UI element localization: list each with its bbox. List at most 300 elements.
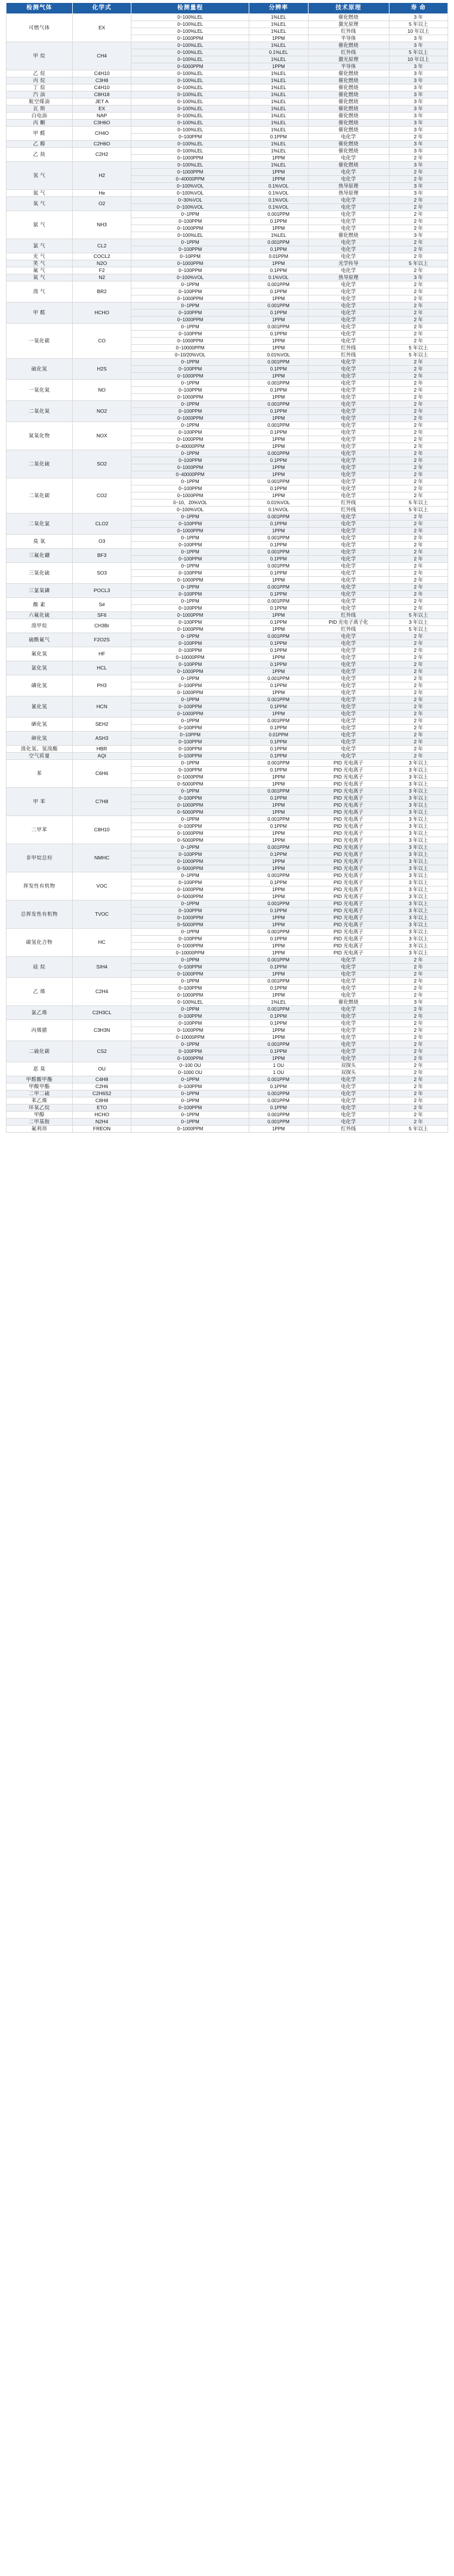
cell-gas-name: 氨 气 — [6, 211, 73, 239]
cell-resolution: 1PPM — [249, 345, 308, 352]
cell-chemical-formula: C3H3N — [72, 1020, 131, 1041]
table-row — [6, 1041, 448, 1048]
cell-lifetime: 2 年 — [389, 647, 448, 654]
cell-lifetime: 3 年 — [389, 42, 448, 49]
cell-range: 0~1000PPM — [131, 394, 249, 401]
cell-lifetime: 3 年 — [389, 91, 448, 98]
cell-chemical-formula: C2H4 — [72, 978, 131, 1006]
cell-range: 0~100PPM — [131, 521, 249, 528]
cell-resolution: 0.1PPM — [249, 879, 308, 886]
column-header-resolution: 分辨率 — [249, 3, 308, 14]
cell-range: 0~100PPM — [131, 753, 249, 760]
table-row — [6, 106, 448, 113]
cell-lifetime: 2 年 — [389, 408, 448, 415]
cell-technology: 电化学 — [308, 718, 389, 725]
cell-chemical-formula: COCL2 — [72, 253, 131, 260]
cell-chemical-formula: CS2 — [72, 1041, 131, 1062]
cell-technology: PID 光电离子 — [308, 879, 389, 886]
cell-gas-name: 乙 醇 — [6, 141, 73, 148]
cell-range: 0~100PPM — [131, 408, 249, 415]
cell-range: 0~100PPM — [131, 640, 249, 647]
cell-lifetime: 2 年 — [389, 1097, 448, 1105]
cell-lifetime: 2 年 — [389, 239, 448, 246]
cell-range: 0~100%LEL — [131, 14, 249, 21]
cell-range: 0~1PPM — [131, 303, 249, 310]
table-row — [6, 549, 448, 556]
cell-technology: 电化学 — [308, 521, 389, 528]
cell-lifetime: 3 年以上 — [389, 929, 448, 936]
cell-technology: 电化学 — [308, 570, 389, 577]
cell-resolution: 0.001PPM — [249, 303, 308, 310]
cell-chemical-formula: C8H18 — [72, 91, 131, 98]
cell-technology: 电化学 — [308, 373, 389, 380]
cell-resolution: 1%LEL — [249, 91, 308, 98]
cell-resolution: 1PPM — [249, 373, 308, 380]
cell-range: 0~1PPM — [131, 1076, 249, 1083]
cell-technology: 电化学 — [308, 753, 389, 760]
table-row — [6, 267, 448, 274]
cell-resolution: 0.001PPM — [249, 1041, 308, 1048]
cell-technology: 红外线 — [308, 507, 389, 514]
cell-chemical-formula: NOX — [72, 422, 131, 450]
cell-resolution: 0.001PPM — [249, 401, 308, 408]
cell-resolution: 1PPM — [249, 394, 308, 401]
table-row — [6, 732, 448, 739]
cell-technology: 热导原理 — [308, 274, 389, 281]
cell-technology: 电化学 — [308, 1076, 389, 1083]
cell-resolution: 0.1%VOL — [249, 274, 308, 281]
gas-detection-table — [6, 2, 448, 1133]
cell-technology: 电化学 — [308, 1119, 389, 1126]
cell-range: 0~100PPM — [131, 1013, 249, 1020]
cell-lifetime: 2 年 — [389, 492, 448, 499]
cell-range: 0~1PPM — [131, 675, 249, 682]
cell-lifetime: 3 年以上 — [389, 879, 448, 886]
cell-resolution: 0.001PPM — [249, 359, 308, 366]
cell-technology: 电化学 — [308, 422, 389, 429]
cell-resolution: 0.1PPM — [249, 408, 308, 415]
cell-range: 0~100PPM — [131, 485, 249, 492]
cell-chemical-formula: ASH3 — [72, 732, 131, 746]
cell-range: 0~1PPM — [131, 718, 249, 725]
cell-technology: 电化学 — [308, 633, 389, 640]
cell-range: 0~1000PPM — [131, 225, 249, 232]
table-row — [6, 929, 448, 936]
gas-sensor-spec-page — [0, 2, 454, 1133]
cell-lifetime: 2 年 — [389, 514, 448, 521]
cell-chemical-formula: POCL3 — [72, 584, 131, 598]
cell-resolution: 1PPM — [249, 971, 308, 978]
cell-range: 0~1000PPM — [131, 436, 249, 443]
cell-chemical-formula: CO2 — [72, 478, 131, 514]
cell-technology: 激光原理 — [308, 21, 389, 28]
cell-gas-name: 乙 烯 — [6, 978, 73, 1006]
cell-resolution: 1PPM — [249, 1034, 308, 1041]
cell-chemical-formula: TVOC — [72, 900, 131, 929]
cell-resolution: 1PPM — [249, 711, 308, 718]
cell-range: 0~100PPM — [131, 1105, 249, 1112]
cell-resolution: 0.1PPM — [249, 725, 308, 732]
cell-range: 0~100PPM — [131, 542, 249, 549]
cell-lifetime: 2 年 — [389, 1048, 448, 1055]
cell-range: 0~100%LEL — [131, 91, 249, 98]
table-row — [6, 1105, 448, 1112]
cell-technology: 电化学 — [308, 471, 389, 478]
cell-range: 0~100PPM — [131, 661, 249, 668]
cell-resolution: 0.1PPM — [249, 739, 308, 746]
cell-range: 0~100PPM — [131, 725, 249, 732]
cell-range: 0~5000PPM — [131, 809, 249, 816]
cell-lifetime: 5 年以上 — [389, 260, 448, 267]
cell-lifetime: 2 年 — [389, 457, 448, 464]
cell-resolution: 0.1PPM — [249, 1083, 308, 1090]
cell-lifetime: 3 年 — [389, 148, 448, 155]
cell-range: 0~100PPM — [131, 851, 249, 858]
cell-chemical-formula: OU — [72, 1062, 131, 1076]
cell-resolution: 0.1PPM — [249, 647, 308, 654]
cell-range: 0~100PPM — [131, 704, 249, 711]
cell-resolution: 0.001PPM — [249, 929, 308, 936]
cell-chemical-formula: CL2 — [72, 239, 131, 253]
cell-range: 0~100PPM — [131, 739, 249, 746]
cell-gas-name: 汽 油 — [6, 91, 73, 98]
cell-technology: 电化学 — [308, 415, 389, 422]
cell-lifetime: 3 年以上 — [389, 950, 448, 957]
cell-gas-name: 丙烯腈 — [6, 1020, 73, 1041]
cell-resolution: 0.1PPM — [249, 218, 308, 225]
cell-range: 0~1PPM — [131, 957, 249, 964]
cell-technology: 电化学 — [308, 176, 389, 183]
cell-resolution: 1PPM — [249, 626, 308, 633]
cell-chemical-formula: SF6 — [72, 612, 131, 619]
table-row — [6, 127, 448, 134]
cell-chemical-formula: N2O — [72, 260, 131, 267]
cell-technology: 电化学 — [308, 169, 389, 176]
cell-lifetime: 3 年 — [389, 113, 448, 120]
cell-gas-name: 一氧化碳 — [6, 324, 73, 359]
cell-lifetime: 2 年 — [389, 682, 448, 689]
cell-resolution: 1PPM — [249, 774, 308, 781]
cell-range: 0~10、20%VOL — [131, 499, 249, 507]
cell-chemical-formula: C2H6O — [72, 141, 131, 148]
cell-resolution: 1%LEL — [249, 127, 308, 134]
cell-lifetime: 2 年 — [389, 366, 448, 373]
cell-lifetime: 2 年 — [389, 155, 448, 162]
cell-technology: PID 光电离子 — [308, 908, 389, 915]
cell-resolution: 0.001PPM — [249, 422, 308, 429]
cell-technology: 电化学 — [308, 1006, 389, 1013]
cell-technology: PID 光电离子 — [308, 936, 389, 943]
cell-range: 0~1PPM — [131, 760, 249, 767]
cell-chemical-formula: NAP — [72, 113, 131, 120]
cell-range: 0~100%VOL — [131, 183, 249, 190]
cell-chemical-formula: F2O2S — [72, 633, 131, 647]
cell-resolution: 1%LEL — [249, 148, 308, 155]
cell-technology: 电化学 — [308, 218, 389, 225]
cell-technology: 电化学 — [308, 408, 389, 415]
cell-chemical-formula: O3 — [72, 535, 131, 549]
cell-technology: 电化学 — [308, 246, 389, 253]
cell-range: 0~1000PPM — [131, 295, 249, 303]
cell-gas-name: 氮氧化物 — [6, 422, 73, 450]
cell-chemical-formula: N2 — [72, 274, 131, 281]
cell-chemical-formula: HCN — [72, 696, 131, 718]
cell-lifetime: 3 年以上 — [389, 619, 448, 626]
cell-technology: 电化学 — [308, 310, 389, 317]
cell-chemical-formula: HF — [72, 647, 131, 661]
cell-technology: 红外线 — [308, 1126, 389, 1133]
cell-range: 0~1PPM — [131, 380, 249, 387]
cell-range: 0~5000PPM — [131, 922, 249, 929]
cell-technology: 电化学 — [308, 1097, 389, 1105]
cell-range: 0~1000PPM — [131, 668, 249, 675]
cell-range: 0~40000PPM — [131, 471, 249, 478]
table-row — [6, 1020, 448, 1027]
table-row — [6, 324, 448, 331]
cell-lifetime: 10 年以上 — [389, 28, 448, 35]
cell-lifetime: 5 年以上 — [389, 49, 448, 56]
cell-lifetime: 5 年以上 — [389, 626, 448, 633]
cell-technology: 电化学 — [308, 992, 389, 999]
cell-lifetime: 3 年以上 — [389, 767, 448, 774]
cell-technology: 电化学 — [308, 535, 389, 542]
table-row — [6, 162, 448, 169]
cell-lifetime: 2 年 — [389, 310, 448, 317]
cell-technology: 催化燃烧 — [308, 232, 389, 239]
cell-range: 0~100PPM — [131, 267, 249, 274]
cell-technology: 电化学 — [308, 1034, 389, 1041]
cell-resolution: 0.001PPM — [249, 844, 308, 851]
cell-range: 0~10000PPM — [131, 950, 249, 957]
cell-lifetime: 2 年 — [389, 985, 448, 992]
cell-lifetime: 2 年 — [389, 964, 448, 971]
table-row — [6, 148, 448, 155]
cell-resolution: 0.1%VOL — [249, 507, 308, 514]
cell-chemical-formula: C2H3CL — [72, 1006, 131, 1020]
cell-resolution: 0.1PPM — [249, 619, 308, 626]
cell-lifetime: 3 年以上 — [389, 872, 448, 879]
cell-resolution: 0.1PPM — [249, 1105, 308, 1112]
cell-range: 0~1PPM — [131, 929, 249, 936]
cell-technology: PID 光电离子 — [308, 795, 389, 802]
cell-range: 0~100%LEL — [131, 106, 249, 113]
cell-chemical-formula: N2H4 — [72, 1119, 131, 1126]
cell-range: 0~1000PPM — [131, 886, 249, 893]
cell-range: 0~1PPM — [131, 1006, 249, 1013]
cell-technology: 电化学 — [308, 978, 389, 985]
cell-resolution: 1PPM — [249, 1027, 308, 1034]
cell-lifetime: 2 年 — [389, 324, 448, 331]
cell-range: 0~100PPM — [131, 457, 249, 464]
cell-resolution: 1%LEL — [249, 70, 308, 77]
cell-technology: 电化学 — [308, 711, 389, 718]
cell-lifetime: 3 年以上 — [389, 837, 448, 844]
cell-lifetime: 2 年 — [389, 478, 448, 485]
cell-technology: 电化学 — [308, 682, 389, 689]
cell-lifetime: 2 年 — [389, 711, 448, 718]
cell-resolution: 1%LEL — [249, 28, 308, 35]
cell-chemical-formula: C8H8 — [72, 1097, 131, 1105]
cell-gas-name: 硅 烷 — [6, 957, 73, 978]
cell-lifetime: 2 年 — [389, 211, 448, 218]
cell-technology: PID 光电离子 — [308, 915, 389, 922]
table-row — [6, 113, 448, 120]
cell-chemical-formula: FREON — [72, 1126, 131, 1133]
cell-resolution: 0.001PPM — [249, 584, 308, 591]
cell-gas-name: 丙 酮 — [6, 120, 73, 127]
column-header-technology: 技术原理 — [308, 3, 389, 14]
cell-resolution: 0.1PPM — [249, 556, 308, 563]
cell-chemical-formula: C4H10 — [72, 84, 131, 91]
cell-lifetime: 2 年 — [389, 450, 448, 457]
cell-technology: 电化学 — [308, 338, 389, 345]
cell-resolution: 1PPM — [249, 612, 308, 619]
table-row — [6, 190, 448, 197]
cell-gas-name: 总挥发性有机物 — [6, 900, 73, 929]
cell-range: 0~1000PPM — [131, 626, 249, 633]
cell-range: 0~100PPM — [131, 964, 249, 971]
cell-technology: 电化学 — [308, 1055, 389, 1062]
cell-lifetime: 2 年 — [389, 605, 448, 612]
cell-resolution: 0.001PPM — [249, 900, 308, 908]
cell-technology: 电化学 — [308, 542, 389, 549]
cell-resolution: 0.001PPM — [249, 535, 308, 542]
cell-range: 0~1000PPM — [131, 858, 249, 865]
cell-lifetime: 2 年 — [389, 528, 448, 535]
cell-range: 0~1PPM — [131, 978, 249, 985]
cell-resolution: 1PPM — [249, 654, 308, 661]
column-header-gas: 检测气体 — [6, 3, 73, 14]
cell-resolution: 1PPM — [249, 689, 308, 696]
cell-resolution: 1PPM — [249, 260, 308, 267]
cell-range: 0~1PPM — [131, 788, 249, 795]
cell-resolution: 0.1PPM — [249, 246, 308, 253]
cell-chemical-formula: CH4O — [72, 127, 131, 141]
cell-chemical-formula: EX — [72, 106, 131, 113]
cell-lifetime: 2 年 — [389, 422, 448, 429]
cell-gas-name: 氯 气 — [6, 239, 73, 253]
cell-resolution: 1PPM — [249, 915, 308, 922]
cell-resolution: 0.01%VOL — [249, 499, 308, 507]
cell-range: 0~100PPM — [131, 331, 249, 338]
cell-gas-name: 环氧乙烷 — [6, 1105, 73, 1112]
cell-gas-name: 甲 烷 — [6, 42, 73, 70]
cell-range: 0~100%LEL — [131, 70, 249, 77]
cell-lifetime: 3 年以上 — [389, 865, 448, 872]
cell-range: 0~1000PPM — [131, 317, 249, 324]
cell-chemical-formula: NH3 — [72, 211, 131, 239]
cell-technology: 电化学 — [308, 732, 389, 739]
cell-lifetime: 2 年 — [389, 584, 448, 591]
cell-range: 0~1PPM — [131, 696, 249, 704]
cell-technology: 电化学 — [308, 1020, 389, 1027]
cell-lifetime: 3 年以上 — [389, 809, 448, 816]
cell-resolution: 1PPM — [249, 295, 308, 303]
cell-lifetime: 2 年 — [389, 1034, 448, 1041]
cell-range: 0~100PPM — [131, 366, 249, 373]
cell-lifetime: 3 年以上 — [389, 886, 448, 893]
cell-technology: 电化学 — [308, 689, 389, 696]
table-row — [6, 141, 448, 148]
cell-range: 0~100PPM — [131, 570, 249, 577]
cell-chemical-formula: HCHO — [72, 1112, 131, 1119]
cell-gas-name: 苯乙烯 — [6, 1097, 73, 1105]
cell-gas-name: 氟化氢 — [6, 647, 73, 661]
cell-technology: 电化学 — [308, 281, 389, 288]
cell-range: 0~1PPM — [131, 633, 249, 640]
cell-range: 0~1000PPM — [131, 464, 249, 471]
cell-range: 0~100PPM — [131, 605, 249, 612]
cell-resolution: 0.1PPM — [249, 985, 308, 992]
cell-lifetime: 2 年 — [389, 971, 448, 978]
cell-resolution: 0.001PPM — [249, 1006, 308, 1013]
cell-technology: PID 光电离子 — [308, 886, 389, 893]
cell-lifetime: 3 年以上 — [389, 795, 448, 802]
cell-technology: 电化学 — [308, 1041, 389, 1048]
cell-range: 0~1000PPM — [131, 415, 249, 422]
cell-range: 0~1000PPM — [131, 260, 249, 267]
cell-lifetime: 2 年 — [389, 654, 448, 661]
cell-lifetime: 2 年 — [389, 577, 448, 584]
cell-resolution: 0.001PPM — [249, 1119, 308, 1126]
cell-lifetime: 3 年 — [389, 141, 448, 148]
cell-technology: 电化学 — [308, 1013, 389, 1020]
table-row — [6, 91, 448, 98]
cell-resolution: 1%LEL — [249, 42, 308, 49]
cell-technology: 电化学 — [308, 1083, 389, 1090]
cell-range: 0~1PPM — [131, 1097, 249, 1105]
cell-technology: 光学传导 — [308, 260, 389, 267]
cell-range: 0~1PPM — [131, 549, 249, 556]
cell-technology: 电化学 — [308, 661, 389, 668]
cell-chemical-formula: BR2 — [72, 281, 131, 303]
cell-chemical-formula: SO2 — [72, 450, 131, 478]
cell-range: 0~1PPM — [131, 584, 249, 591]
cell-resolution: 0.001PPM — [249, 281, 308, 288]
cell-range: 0~1000PPM — [131, 35, 249, 42]
cell-technology: 催化燃烧 — [308, 113, 389, 120]
cell-lifetime: 2 年 — [389, 521, 448, 528]
cell-range: 0~100PPM — [131, 795, 249, 802]
cell-chemical-formula: AQI — [72, 753, 131, 760]
table-row — [6, 380, 448, 387]
column-header-formula: 化学式 — [72, 3, 131, 14]
cell-range: 0~10000PPM — [131, 1034, 249, 1041]
cell-lifetime: 5 年以上 — [389, 612, 448, 619]
cell-gas-name: 溴 气 — [6, 281, 73, 303]
cell-gas-name: 二氧化硫 — [6, 450, 73, 478]
cell-range: 0~100PPM — [131, 936, 249, 943]
cell-gas-name: 二甲二硫 — [6, 1090, 73, 1097]
cell-technology: 双探头 — [308, 1062, 389, 1069]
cell-chemical-formula: C8H10 — [72, 816, 131, 844]
cell-gas-name: 碳氢化合物 — [6, 929, 73, 957]
cell-lifetime: 2 年 — [389, 204, 448, 211]
cell-lifetime: 2 年 — [389, 978, 448, 985]
cell-technology: 电化学 — [308, 563, 389, 570]
cell-technology: 电化学 — [308, 429, 389, 436]
cell-gas-name: 氯化氢 — [6, 661, 73, 675]
cell-lifetime: 5 年以上 — [389, 352, 448, 359]
cell-technology: 红外线 — [308, 612, 389, 619]
cell-technology: PID 光电离子 — [308, 851, 389, 858]
cell-range: 0~1PPM — [131, 478, 249, 485]
cell-resolution: 1%LEL — [249, 141, 308, 148]
cell-chemical-formula: JET A — [72, 98, 131, 106]
cell-lifetime: 2 年 — [389, 1013, 448, 1020]
cell-resolution: 0.1PPM — [249, 704, 308, 711]
cell-range: 0~100PPM — [131, 246, 249, 253]
